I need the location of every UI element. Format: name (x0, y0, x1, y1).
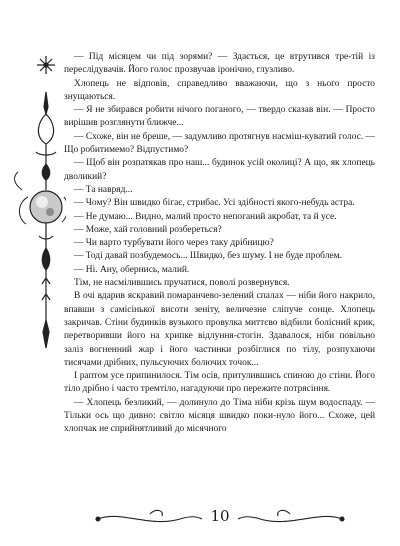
body-text (64, 51, 375, 437)
paragraph: І раптом усе припинилося. Тім осів, притулившись спиною до стіни. Його тіло дрібно і часто тремтіло, нагадуючи про пережите потрясіння. (64, 371, 375, 395)
paragraph: — Ні. Ану, обернись, малий. (74, 264, 190, 275)
decorative-ornament-icon (8, 52, 66, 352)
paragraph: — Схоже, він не бреше, — задумливо протягнув насміш-куватий голос. — Що робитимемо? Відпустимо? (64, 131, 375, 156)
paragraph: В очі вдарив яскравий помаранчево-зелений спалах — ніби його накрило, впавши з самісінької висоти зеніту, величезне сліпуче сонце. Хлопець закричав. Стіни будинків вузького провулка миттєво відбили болісний крик, перетворивши його на хрипке відлуння-стогін. Здавалося, ніби повільно заліз вогненний жар і його частинки розбіглися по тілу, розпухаючи тисячами дрібних, пульсуючих болючих точок... (64, 291, 375, 368)
paragraph: — Чи варто турбувати його через таку дрібницю? (74, 238, 274, 249)
paragraph: Хлопець не відповів, справедливо вважаючи, що з нього просто знущаються. (64, 78, 375, 102)
page-footer (90, 504, 350, 534)
paragraph: Тім, не насмілившись пручатися, поволі розвернувся. (74, 278, 290, 289)
paragraph: — Під місяцем чи під зорями? — Здається, це втрутився тре-тій із переслідувачів. Його голос прозвучав іронічно, глузливо. (64, 52, 375, 76)
paragraph: — Не думаю... Видно, малий просто непоганий акробат, та й усе. (74, 211, 337, 222)
paragraph: — Тоді давай позбудемось... Швидко, без шуму. І не буде проблем. (74, 251, 342, 262)
paragraph: — Щоб він розпатякав про наш... будинок усій околиці? А що, як хлопець дволикий? (64, 158, 375, 182)
paragraph: — Може, хай головний розбереться? (74, 224, 222, 235)
paragraph: — Хлопець безликий, — долинуло до Тіма ніби крізь шум водоспаду. — Тільки ось що дивно: світло місяця швидко поки-нуло його... Схоже, цей хлопчак не сприйнятливий до місячного (64, 397, 375, 435)
page-number: 10 (210, 507, 230, 525)
paragraph: — Я не збирався робити нічого поганого, — твердо сказав він. — Просто вирішив розглянути ближче... (64, 105, 375, 129)
paragraph: — Та навряд... (74, 184, 133, 195)
paragraph: — Чому? Він швидко бігає, стрибає. Усі здібності якого-небудь астра. (74, 198, 355, 209)
